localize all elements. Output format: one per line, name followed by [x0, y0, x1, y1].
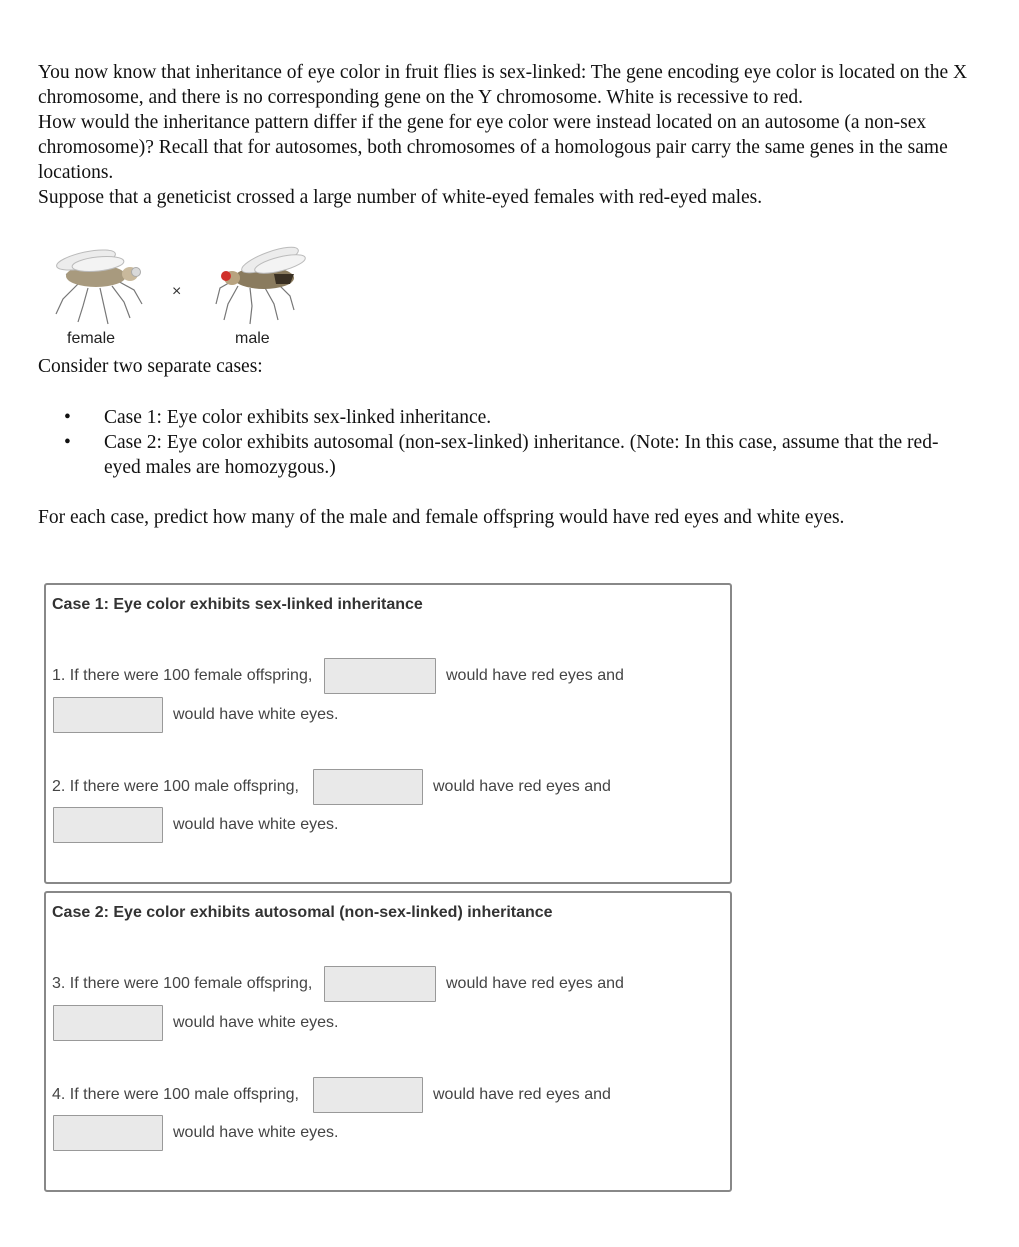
- case-1-title: Case 1: Eye color exhibits sex-linked inheritance: [52, 596, 423, 613]
- intro-paragraph-1: You now know that inheritance of eye color in fruit flies is sex-linked: The gene encoding eye color is located on the X chromosome, and there is no corresponding gene on the Y chromosome. White is recessive to red.: [38, 62, 968, 108]
- predict-instruction: For each case, predict how many of the male and female offspring would have red eyes and white eyes.: [38, 507, 845, 528]
- fly-cross-illustration: [38, 244, 338, 334]
- male-fly-image: [216, 244, 307, 324]
- list-item: [64, 430, 944, 480]
- question-2-prefix: 2. If there were 100 male offspring,: [52, 778, 299, 795]
- q2-red-answer-input[interactable]: [313, 769, 423, 805]
- white-suffix: would have white eyes.: [173, 1124, 339, 1141]
- male-eye: [221, 271, 231, 281]
- female-label: female: [67, 330, 116, 347]
- intro-paragraph-3: Suppose that a geneticist crossed a large number of white-eyed females with red-eyed males.: [38, 187, 763, 208]
- question-3-prefix: 3. If there were 100 female offspring,: [52, 975, 313, 992]
- list-item: [64, 405, 944, 430]
- case-2-text: Case 2: Eye color exhibits autosomal (non-sex-linked) inheritance. (Note: In this case, assume that the red-eyed males are homozygous.): [104, 432, 939, 478]
- red-suffix: would have red eyes and: [433, 1086, 611, 1103]
- q2-white-answer-input[interactable]: [53, 807, 163, 843]
- q1-red-answer-input[interactable]: [324, 658, 436, 694]
- case-1-text: Case 1: Eye color exhibits sex-linked inheritance.: [104, 407, 492, 428]
- case-2-panel: [44, 891, 732, 1192]
- case-list: [64, 405, 944, 480]
- cross-symbol: ×: [172, 283, 182, 300]
- white-suffix: would have white eyes.: [173, 1014, 339, 1031]
- white-suffix: would have white eyes.: [173, 706, 339, 723]
- red-suffix: would have red eyes and: [446, 667, 624, 684]
- intro-text: [38, 60, 968, 210]
- question-1-prefix: 1. If there were 100 female offspring,: [52, 667, 313, 684]
- q3-red-answer-input[interactable]: [324, 966, 436, 1002]
- q4-white-answer-input[interactable]: [53, 1115, 163, 1151]
- fly-cross-figure: [38, 244, 338, 352]
- intro-paragraph-2: How would the inheritance pattern differ if the gene for eye color were instead located on an autosome (a non-sex chromosome)? Recall that for autosomes, both chromosomes of a homologous pair carry the same genes in the same locations.: [38, 112, 948, 183]
- male-label: male: [235, 330, 270, 347]
- female-eye: [132, 268, 141, 277]
- q4-red-answer-input[interactable]: [313, 1077, 423, 1113]
- case-1-panel: [44, 583, 732, 884]
- cases-intro: Consider two separate cases:: [38, 356, 263, 377]
- female-fly-image: [55, 246, 142, 324]
- red-suffix: would have red eyes and: [446, 975, 624, 992]
- bullet-icon: •: [64, 432, 71, 453]
- case-2-title: Case 2: Eye color exhibits autosomal (non-sex-linked) inheritance: [52, 904, 553, 921]
- red-suffix: would have red eyes and: [433, 778, 611, 795]
- q3-white-answer-input[interactable]: [53, 1005, 163, 1041]
- question-4-prefix: 4. If there were 100 male offspring,: [52, 1086, 299, 1103]
- q1-white-answer-input[interactable]: [53, 697, 163, 733]
- bullet-icon: •: [64, 407, 71, 428]
- white-suffix: would have white eyes.: [173, 816, 339, 833]
